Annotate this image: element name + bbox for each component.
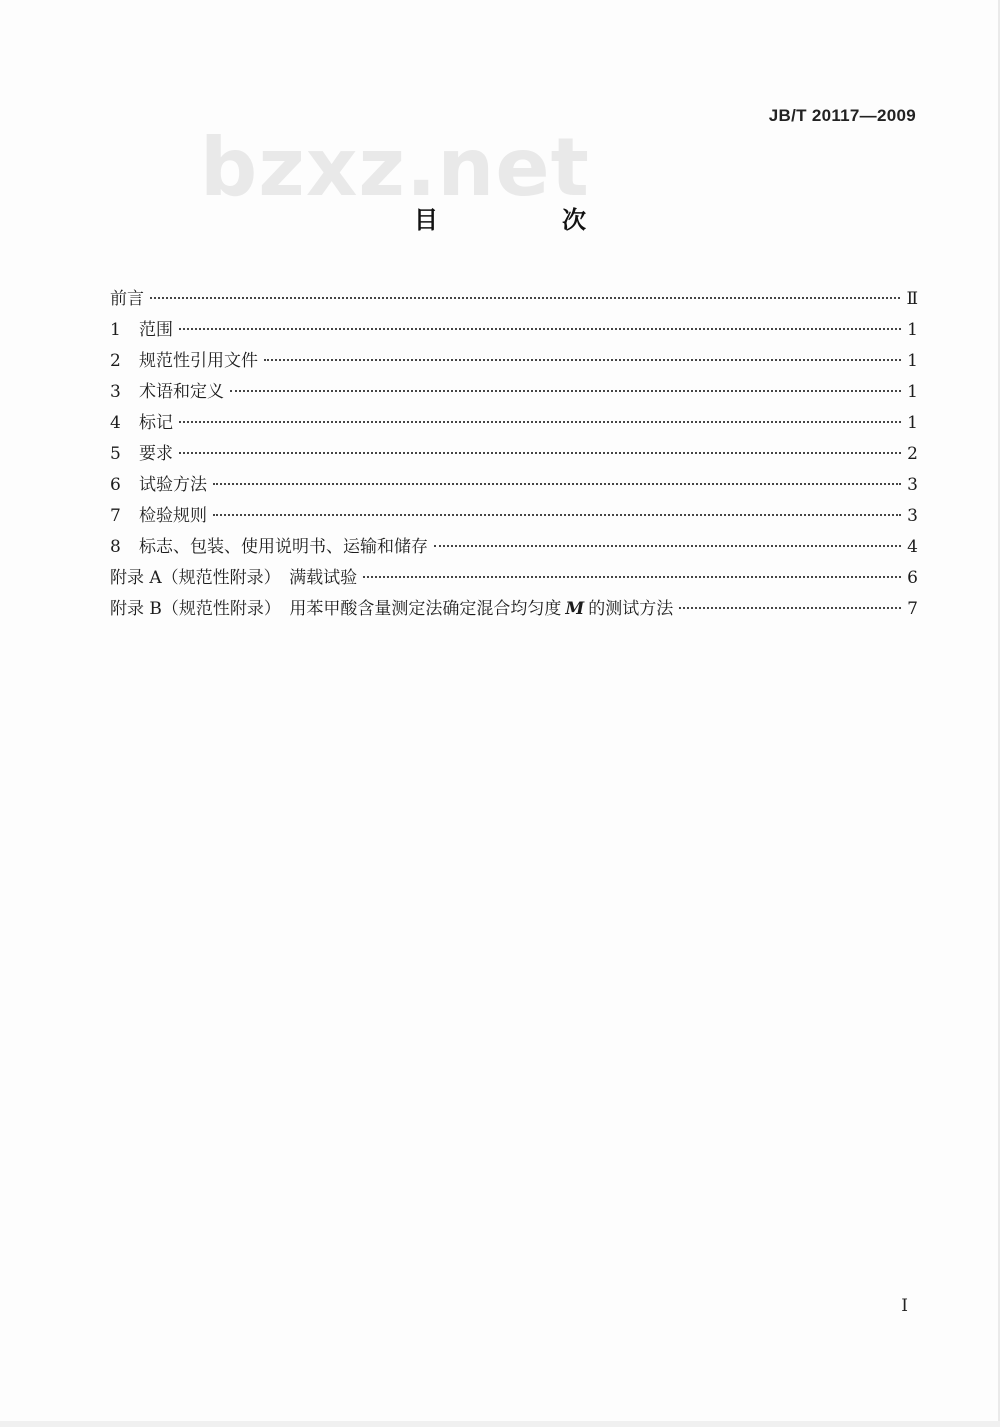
toc-entry-page: Ⅱ xyxy=(906,289,918,309)
toc-entry-3[interactable] xyxy=(110,377,918,408)
toc-entry-label: 前言 xyxy=(110,289,144,309)
toc-entry-label-part: 的测试方法 xyxy=(588,599,674,619)
toc-entry-page: 1 xyxy=(907,320,918,340)
toc-leader-dots xyxy=(179,328,901,330)
page-number: I xyxy=(901,1296,908,1316)
document-code: JB/T 20117—2009 xyxy=(768,106,916,125)
toc-entry-label: 要求 xyxy=(139,444,173,464)
toc-entry-1[interactable] xyxy=(110,315,918,346)
toc-leader-dots xyxy=(434,545,901,547)
toc-entry-label: 术语和定义 xyxy=(139,382,224,402)
toc-leader-dots xyxy=(679,607,901,609)
toc-entry-label xyxy=(110,594,673,625)
toc-entry-label: 标志、包装、使用说明书、运输和储存 xyxy=(139,537,428,557)
toc-leader-dots xyxy=(179,421,901,423)
toc-entry-number: 3 xyxy=(110,382,121,402)
toc-entry-page: 6 xyxy=(907,568,918,588)
scan-bottom-edge xyxy=(0,1421,1000,1427)
toc-entry-label: 范围 xyxy=(139,320,173,340)
toc-entry-label: 检验规则 xyxy=(139,506,207,526)
toc-entry-7[interactable] xyxy=(110,501,918,532)
toc-entry-6[interactable] xyxy=(110,470,918,501)
toc-entry-foreword[interactable] xyxy=(110,284,918,315)
toc-entry-5[interactable] xyxy=(110,439,918,470)
toc-leader-dots xyxy=(213,514,901,516)
toc-entry-page: 1 xyxy=(907,382,918,402)
toc-leader-dots xyxy=(230,390,901,392)
toc-entry-8[interactable] xyxy=(110,532,918,563)
variable-m: M xyxy=(565,599,585,619)
toc-entry-page: 3 xyxy=(907,475,918,495)
toc-entry-label: 试验方法 xyxy=(139,475,207,495)
watermark: bzxz.net xyxy=(200,121,590,214)
toc-entry-number: 6 xyxy=(110,475,121,495)
toc-title: 目 次 xyxy=(414,206,636,234)
toc-entry-appendix-b[interactable] xyxy=(110,594,918,625)
toc-leader-dots xyxy=(363,576,901,578)
toc-entry-label: 规范性引用文件 xyxy=(139,351,258,371)
toc-leader-dots xyxy=(179,452,901,454)
toc-leader-dots xyxy=(264,359,901,361)
toc-entry-number: 2 xyxy=(110,351,121,371)
toc-entry-number: 5 xyxy=(110,444,121,464)
toc-entry-number: 1 xyxy=(110,320,121,340)
toc-entry-appendix-a[interactable] xyxy=(110,563,918,594)
toc-entry-number: 4 xyxy=(110,413,121,433)
toc-entry-page: 7 xyxy=(907,599,918,619)
table-of-contents xyxy=(110,284,918,625)
toc-entry-4[interactable] xyxy=(110,408,918,439)
toc-entry-label: 标记 xyxy=(139,413,173,433)
toc-entry-label-part: 附录 B（规范性附录） 用苯甲酸含量测定法确定混合均匀度 xyxy=(110,599,562,619)
toc-entry-page: 1 xyxy=(907,413,918,433)
toc-entry-2[interactable] xyxy=(110,346,918,377)
toc-entry-number: 8 xyxy=(110,537,121,557)
toc-entry-page: 3 xyxy=(907,506,918,526)
toc-entry-label: 附录 A（规范性附录） 满载试验 xyxy=(110,568,358,588)
toc-entry-page: 1 xyxy=(907,351,918,371)
toc-entry-page: 2 xyxy=(907,444,918,464)
toc-leader-dots xyxy=(150,297,900,299)
toc-entry-page: 4 xyxy=(907,537,918,557)
toc-leader-dots xyxy=(213,483,901,485)
toc-entry-number: 7 xyxy=(110,506,121,526)
